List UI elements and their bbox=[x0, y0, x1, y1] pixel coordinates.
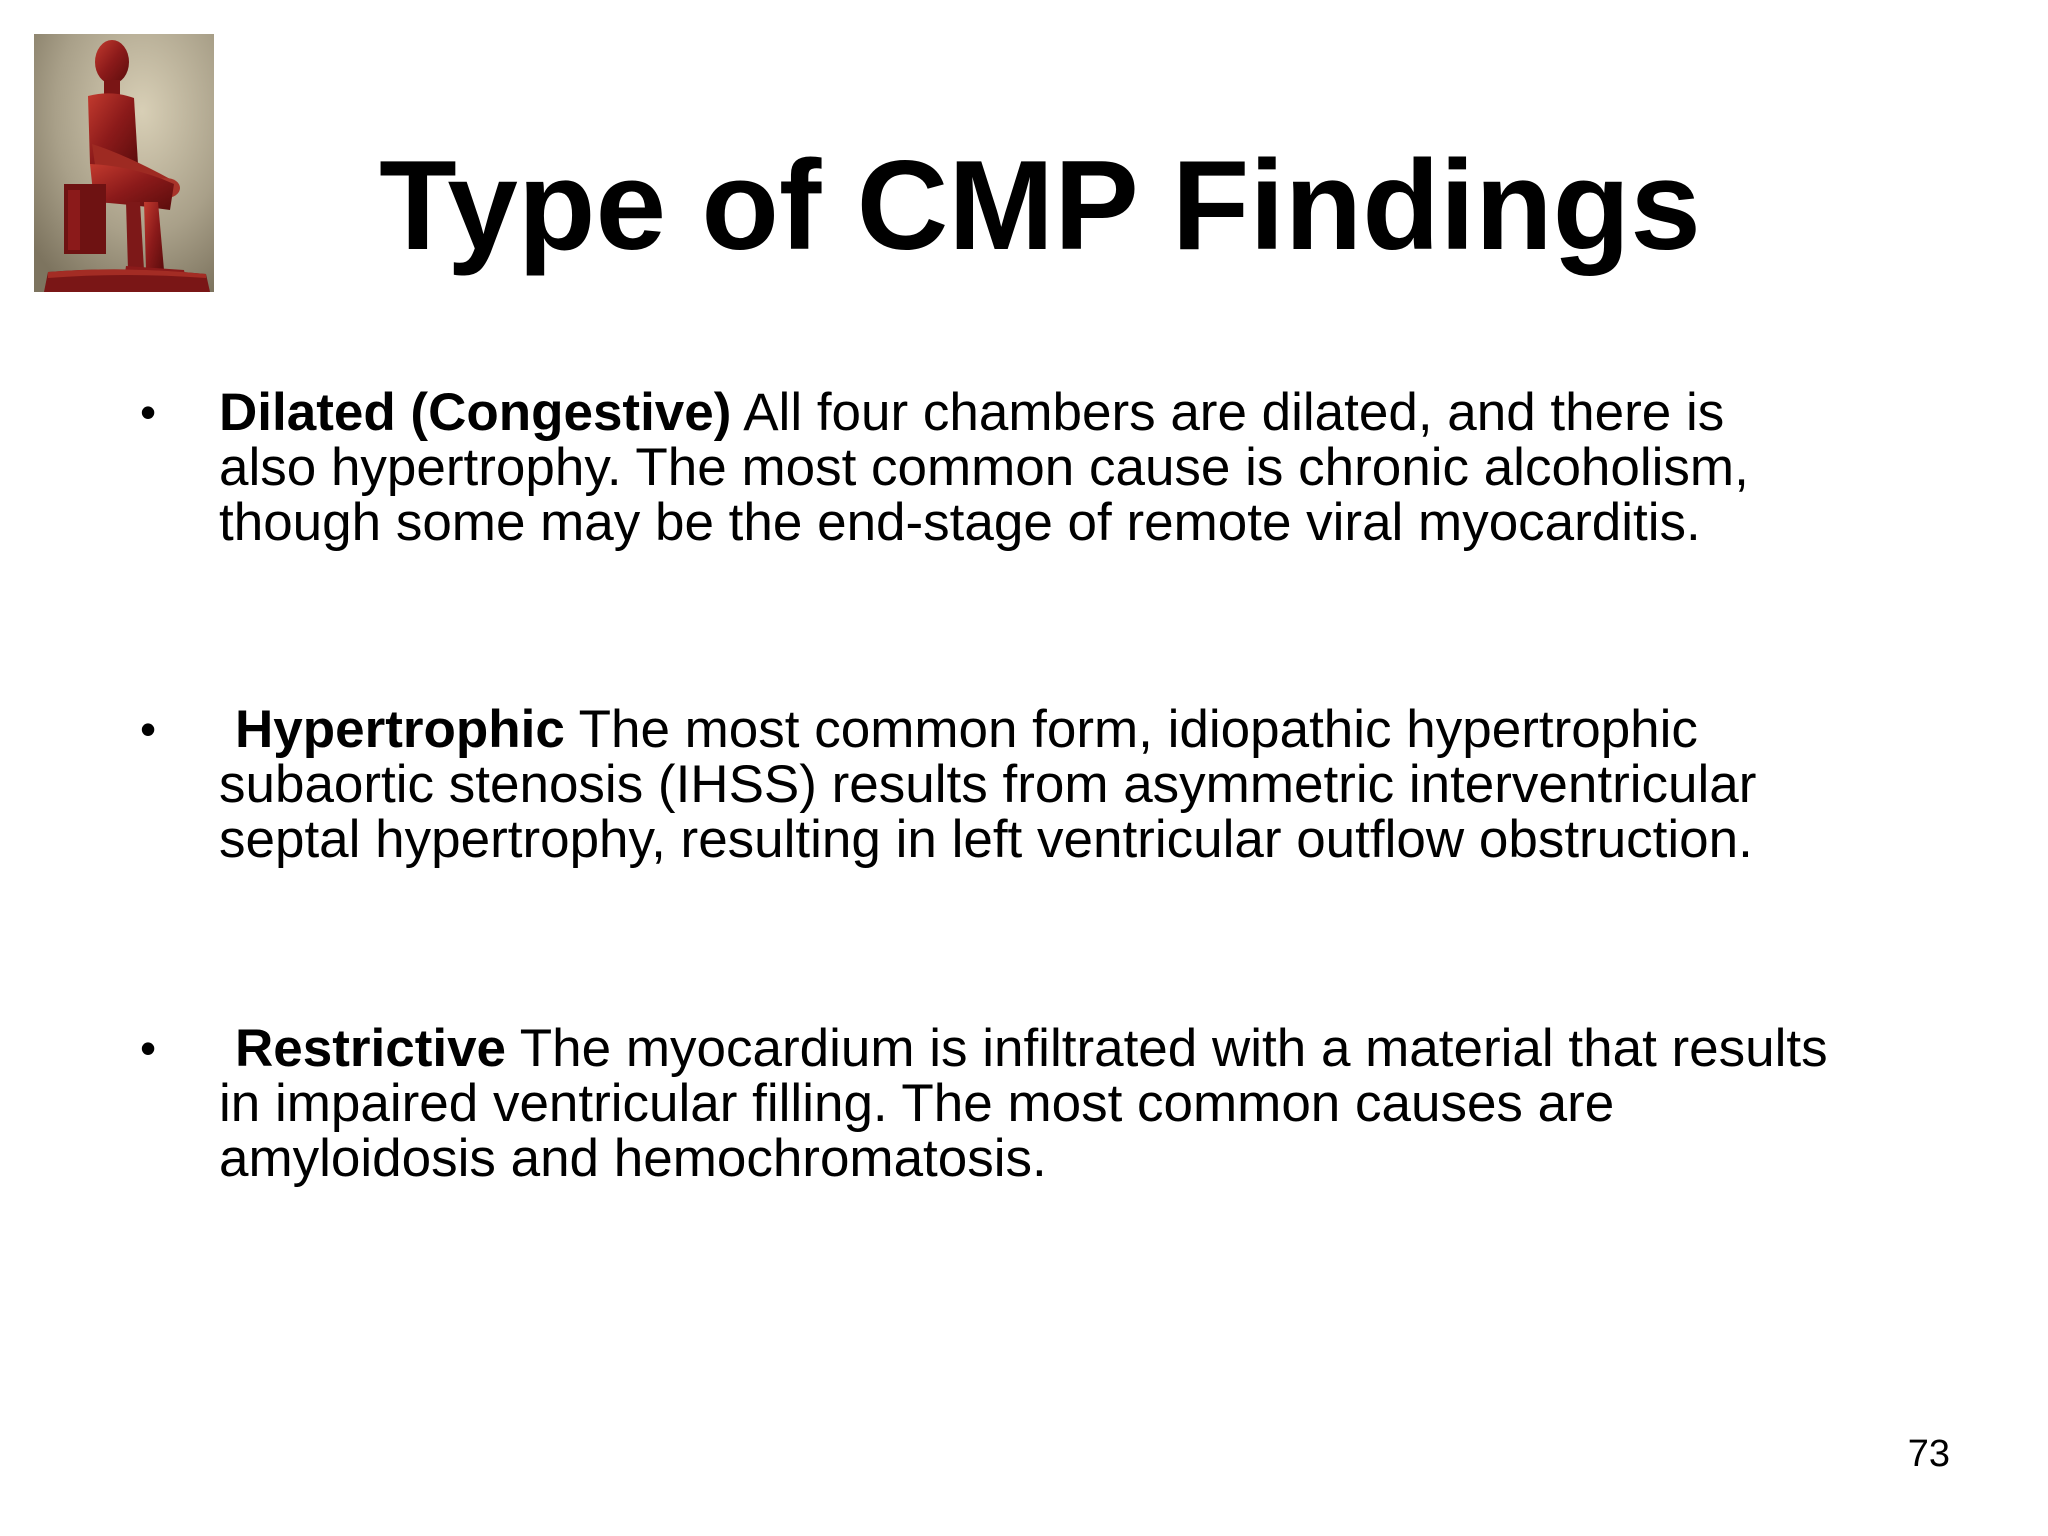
bullet-line bbox=[219, 1021, 1999, 1076]
bullet-term: Hypertrophic bbox=[235, 700, 565, 759]
slide-number: 73 bbox=[1907, 1433, 1950, 1475]
bullet-text bbox=[219, 385, 1999, 550]
bullet-line bbox=[219, 385, 1999, 440]
bullet-line-text: All four chambers are dilated, and there is bbox=[731, 383, 1725, 442]
bullet-glyph: • bbox=[140, 386, 157, 438]
bullet-glyph: • bbox=[140, 703, 157, 755]
bullet-text bbox=[219, 1021, 1999, 1186]
slide-title: Type of CMP Findings bbox=[379, 134, 1701, 276]
bullet-line: amyloidosis and hemochromatosis. bbox=[219, 1129, 1047, 1188]
bullet-term: Dilated (Congestive) bbox=[219, 383, 732, 442]
bullet-glyph: • bbox=[140, 1022, 157, 1074]
bullet-line bbox=[219, 702, 1999, 757]
bullet-text bbox=[219, 702, 1999, 867]
bullet-line: subaortic stenosis (IHSS) results from asymmetric interventricular bbox=[219, 755, 1757, 814]
bullet-line: septal hypertrophy, resulting in left ventricular outflow obstruction. bbox=[219, 810, 1753, 869]
bullet-line: also hypertrophy. The most common cause is chronic alcoholism, bbox=[219, 438, 1749, 497]
bullet-line: in impaired ventricular filling. The most common causes are bbox=[219, 1074, 1615, 1133]
bullet-line: though some may be the end-stage of remote viral myocarditis. bbox=[219, 493, 1701, 552]
bullet-line-text: The most common form, idiopathic hypertrophic bbox=[564, 700, 1698, 759]
bullet-term: Restrictive bbox=[235, 1019, 507, 1078]
bullet-line-text: The myocardium is infiltrated with a material that results bbox=[506, 1019, 1828, 1078]
